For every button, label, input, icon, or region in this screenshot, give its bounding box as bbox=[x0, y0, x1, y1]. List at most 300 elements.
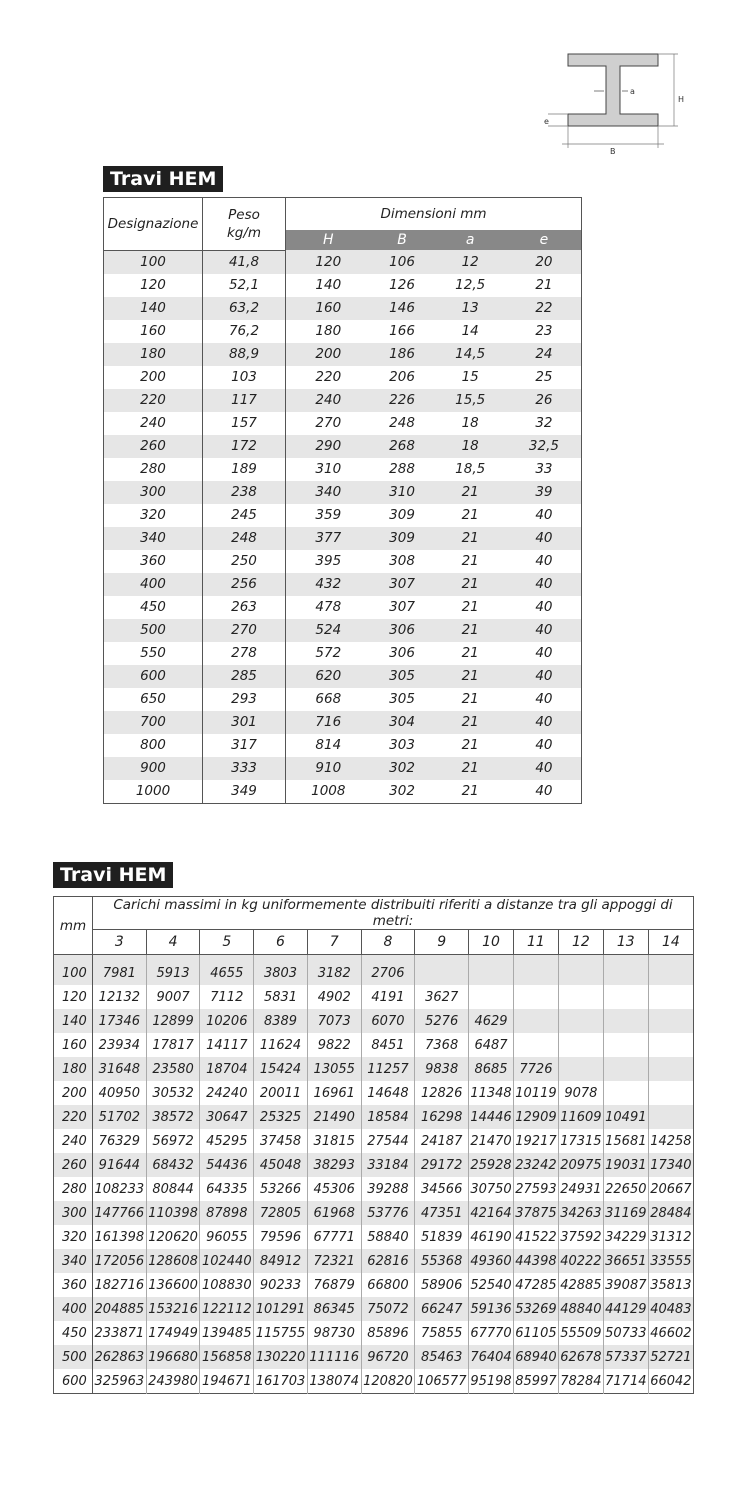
table-cell: 66247 bbox=[415, 1297, 469, 1321]
table-cell: 122112 bbox=[200, 1297, 254, 1321]
table-cell: 139485 bbox=[200, 1321, 254, 1345]
table-cell: 700 bbox=[104, 711, 203, 734]
table-cell: 550 bbox=[140, 645, 166, 661]
table-cell: 243980 bbox=[146, 1369, 200, 1394]
table-cell: 21 bbox=[434, 573, 507, 596]
table-cell: 120820 bbox=[361, 1369, 415, 1394]
table-cell: 290 bbox=[286, 435, 371, 458]
table-row bbox=[104, 711, 582, 734]
table-cell: 304 bbox=[371, 711, 434, 734]
table-cell: 240 bbox=[286, 389, 371, 412]
table-cell: 21 bbox=[461, 507, 479, 523]
table-cell: 301 bbox=[203, 711, 286, 734]
table-cell: 29172 bbox=[415, 1153, 469, 1177]
table-cell: 349 bbox=[203, 780, 286, 804]
table-cell: 40 bbox=[507, 757, 582, 780]
table-cell: 101291 bbox=[254, 1297, 308, 1321]
table-cell: 87898 bbox=[200, 1201, 254, 1225]
span-header: 11 bbox=[513, 930, 558, 955]
table-cell: 478 bbox=[286, 596, 371, 619]
table-cell: 10206 bbox=[200, 1009, 254, 1033]
table-cell: 6487 bbox=[469, 1033, 514, 1057]
table-cell: 400 bbox=[54, 1297, 93, 1321]
diagram-label-a: a bbox=[630, 87, 635, 96]
table-cell: 15681 bbox=[603, 1129, 648, 1153]
table-cell: 2706 bbox=[361, 955, 415, 986]
table-row bbox=[54, 1249, 694, 1273]
table-cell bbox=[513, 1009, 558, 1033]
table-cell: 58906 bbox=[415, 1273, 469, 1297]
table-row bbox=[104, 389, 582, 412]
table-cell: 400 bbox=[104, 573, 203, 596]
table-row bbox=[104, 504, 582, 527]
table-row bbox=[104, 757, 582, 780]
diagram-label-e: e bbox=[544, 117, 549, 126]
table-cell: 106577 bbox=[415, 1369, 469, 1394]
table-cell: 23580 bbox=[146, 1057, 200, 1081]
table-cell: 41522 bbox=[513, 1225, 558, 1249]
table-cell: 25 bbox=[535, 369, 553, 385]
table-cell: 302 bbox=[371, 757, 434, 780]
table-cell: 220 bbox=[104, 389, 203, 412]
table-cell: 196680 bbox=[146, 1345, 200, 1369]
table-cell: 40 bbox=[535, 507, 553, 523]
table-cell: 4629 bbox=[469, 1009, 514, 1033]
table-cell: 25325 bbox=[254, 1105, 308, 1129]
table-cell: 49360 bbox=[469, 1249, 514, 1273]
table-cell: 24240 bbox=[200, 1081, 254, 1105]
table-cell: 91644 bbox=[93, 1153, 147, 1177]
table-cell: 52540 bbox=[469, 1273, 514, 1297]
table-cell: 78284 bbox=[558, 1369, 603, 1394]
table-cell: 32 bbox=[535, 415, 553, 431]
table-cell: 33184 bbox=[361, 1153, 415, 1177]
table-cell: 668 bbox=[286, 688, 371, 711]
table-cell: 75072 bbox=[361, 1297, 415, 1321]
table-row bbox=[54, 1057, 694, 1081]
table-cell: 84912 bbox=[254, 1249, 308, 1273]
table-cell: 12899 bbox=[146, 1009, 200, 1033]
table-cell: 280 bbox=[140, 461, 166, 477]
table-cell: 40 bbox=[507, 665, 582, 688]
section1-title: Travi HEM bbox=[103, 166, 223, 192]
table-cell: 47351 bbox=[415, 1201, 469, 1225]
table-cell: 18 bbox=[434, 435, 507, 458]
table-cell bbox=[648, 1081, 693, 1105]
table-cell: 37458 bbox=[254, 1129, 308, 1153]
table-cell: 40 bbox=[535, 691, 553, 707]
table-cell: 182716 bbox=[93, 1273, 147, 1297]
table-cell bbox=[648, 1105, 693, 1129]
table-cell: 172056 bbox=[93, 1249, 147, 1273]
table-cell: 75855 bbox=[415, 1321, 469, 1345]
table-cell: 140 bbox=[54, 1009, 93, 1033]
table-cell: 360 bbox=[54, 1273, 93, 1297]
table-cell: 24 bbox=[507, 343, 582, 366]
table-cell: 90233 bbox=[254, 1273, 308, 1297]
header-B: B bbox=[371, 230, 434, 250]
table-cell: 189 bbox=[203, 458, 286, 481]
table-cell: 21 bbox=[434, 757, 507, 780]
table-cell: 39087 bbox=[603, 1273, 648, 1297]
table-cell: 56972 bbox=[146, 1129, 200, 1153]
table-cell: 240 bbox=[140, 415, 166, 431]
table-cell: 3182 bbox=[307, 955, 361, 986]
table-cell: 23242 bbox=[513, 1153, 558, 1177]
table-cell: 17340 bbox=[648, 1153, 693, 1177]
table-cell: 72321 bbox=[307, 1249, 361, 1273]
table-cell: 40483 bbox=[648, 1297, 693, 1321]
table-cell: 33 bbox=[535, 461, 553, 477]
table-cell: 53776 bbox=[361, 1201, 415, 1225]
table-cell: 95198 bbox=[469, 1369, 514, 1394]
table-cell: 7073 bbox=[307, 1009, 361, 1033]
table-cell: 450 bbox=[140, 599, 166, 615]
table-cell: 156858 bbox=[200, 1345, 254, 1369]
table-cell: 325963 bbox=[93, 1369, 147, 1394]
table-row bbox=[104, 274, 582, 297]
table-cell: 256 bbox=[203, 573, 286, 596]
table-cell: 340 bbox=[286, 481, 371, 504]
table-cell bbox=[558, 1033, 603, 1057]
table-row bbox=[54, 1201, 694, 1225]
table-cell: 9078 bbox=[558, 1081, 603, 1105]
table-cell: 17315 bbox=[558, 1129, 603, 1153]
table-cell: 160 bbox=[286, 297, 371, 320]
span-header: 9 bbox=[415, 930, 469, 955]
table-cell: 138074 bbox=[307, 1369, 361, 1394]
table-cell: 303 bbox=[389, 737, 415, 753]
table-cell: 30647 bbox=[200, 1105, 254, 1129]
dimensions-table bbox=[103, 197, 582, 804]
table-row bbox=[104, 665, 582, 688]
header-H: H bbox=[286, 230, 371, 250]
header-weight bbox=[203, 198, 286, 251]
table-cell: 54436 bbox=[200, 1153, 254, 1177]
table-cell: 360 bbox=[140, 553, 166, 569]
table-cell bbox=[603, 985, 648, 1009]
table-cell: 12,5 bbox=[455, 277, 486, 293]
table-cell: 161398 bbox=[93, 1225, 147, 1249]
table-cell: 1000 bbox=[135, 783, 171, 799]
table-cell: 650 bbox=[140, 691, 166, 707]
table-cell: 120 bbox=[140, 277, 166, 293]
table-cell: 88,9 bbox=[203, 343, 286, 366]
table-cell: 180 bbox=[286, 320, 371, 343]
table-cell: 17817 bbox=[146, 1033, 200, 1057]
table-cell bbox=[469, 985, 514, 1009]
table-cell: 11624 bbox=[254, 1033, 308, 1057]
header-e: e bbox=[507, 230, 582, 250]
table-cell: 8685 bbox=[469, 1057, 514, 1081]
table-cell: 71714 bbox=[603, 1369, 648, 1394]
table-row bbox=[104, 619, 582, 642]
table-cell: 172 bbox=[203, 435, 286, 458]
table-cell: 22650 bbox=[603, 1177, 648, 1201]
table-cell bbox=[648, 1033, 693, 1057]
table-cell: 140 bbox=[286, 274, 371, 297]
table-cell: 250 bbox=[203, 550, 286, 573]
table-row bbox=[54, 985, 694, 1009]
table-cell: 40 bbox=[507, 711, 582, 734]
table-cell: 333 bbox=[203, 757, 286, 780]
table-cell: 61968 bbox=[307, 1201, 361, 1225]
table-cell: 8389 bbox=[254, 1009, 308, 1033]
table-cell: 900 bbox=[104, 757, 203, 780]
table-cell bbox=[603, 1081, 648, 1105]
table-cell: 39 bbox=[507, 481, 582, 504]
table-cell: 280 bbox=[54, 1177, 93, 1201]
table-row bbox=[104, 458, 582, 481]
table-cell: 910 bbox=[286, 757, 371, 780]
table-cell: 285 bbox=[203, 665, 286, 688]
table-cell: 147766 bbox=[93, 1201, 147, 1225]
table-cell: 120 bbox=[286, 250, 371, 274]
table-row bbox=[54, 1225, 694, 1249]
span-header: 13 bbox=[603, 930, 648, 955]
table-cell: 12909 bbox=[513, 1105, 558, 1129]
table-cell: 44398 bbox=[513, 1249, 558, 1273]
table-cell bbox=[558, 1009, 603, 1033]
table-cell: 245 bbox=[203, 504, 286, 527]
table-cell: 500 bbox=[54, 1345, 93, 1369]
table-cell: 305 bbox=[371, 665, 434, 688]
span-header: 12 bbox=[558, 930, 603, 955]
table-cell: 38572 bbox=[146, 1105, 200, 1129]
table-cell: 21 bbox=[461, 599, 479, 615]
table-cell: 34263 bbox=[558, 1201, 603, 1225]
table-row bbox=[104, 550, 582, 573]
table-cell: 14258 bbox=[648, 1129, 693, 1153]
table-cell: 18 bbox=[461, 415, 479, 431]
table-cell: 62816 bbox=[361, 1249, 415, 1273]
table-cell: 48840 bbox=[558, 1297, 603, 1321]
table-cell: 309 bbox=[371, 527, 434, 550]
table-row bbox=[54, 1345, 694, 1369]
table-row bbox=[54, 1297, 694, 1321]
table-cell: 108830 bbox=[200, 1273, 254, 1297]
table-cell: 39288 bbox=[361, 1177, 415, 1201]
span-header-row bbox=[54, 930, 694, 955]
table-cell: 40 bbox=[535, 599, 553, 615]
table-cell: 85997 bbox=[513, 1369, 558, 1394]
span-header: 3 bbox=[93, 930, 147, 955]
table-cell: 72805 bbox=[254, 1201, 308, 1225]
table-cell: 40 bbox=[507, 573, 582, 596]
table-cell: 76,2 bbox=[203, 320, 286, 343]
table-row bbox=[104, 320, 582, 343]
table-cell: 18584 bbox=[361, 1105, 415, 1129]
table-cell: 18,5 bbox=[455, 461, 486, 477]
table-cell: 42164 bbox=[469, 1201, 514, 1225]
table-cell: 317 bbox=[203, 734, 286, 757]
table-cell: 45295 bbox=[200, 1129, 254, 1153]
table-cell: 194671 bbox=[200, 1369, 254, 1394]
table-cell: 4902 bbox=[307, 985, 361, 1009]
table-row bbox=[54, 1177, 694, 1201]
table-cell: 30750 bbox=[469, 1177, 514, 1201]
table-cell: 377 bbox=[286, 527, 371, 550]
table-cell: 33555 bbox=[648, 1249, 693, 1273]
table-cell: 395 bbox=[286, 550, 371, 573]
table-cell: 66800 bbox=[361, 1273, 415, 1297]
header-weight-line2: kg/m bbox=[226, 224, 262, 241]
table-cell: 21 bbox=[434, 711, 507, 734]
table-row bbox=[104, 366, 582, 389]
table-cell: 21 bbox=[434, 619, 507, 642]
table-cell: 55509 bbox=[558, 1321, 603, 1345]
span-header: 6 bbox=[254, 930, 308, 955]
dimensions-table-body bbox=[104, 250, 582, 803]
table-cell: 200 bbox=[286, 343, 371, 366]
table-cell: 85463 bbox=[415, 1345, 469, 1369]
table-cell: 31169 bbox=[603, 1201, 648, 1225]
table-cell: 62678 bbox=[558, 1345, 603, 1369]
table-cell: 814 bbox=[286, 734, 371, 757]
table-cell: 40222 bbox=[558, 1249, 603, 1273]
table-cell: 21 bbox=[461, 645, 479, 661]
table-cell: 98730 bbox=[307, 1321, 361, 1345]
table-cell: 42885 bbox=[558, 1273, 603, 1297]
table-cell: 36651 bbox=[603, 1249, 648, 1273]
table-cell: 52721 bbox=[648, 1345, 693, 1369]
table-cell: 306 bbox=[371, 619, 434, 642]
table-cell: 302 bbox=[389, 783, 415, 799]
table-cell: 270 bbox=[286, 412, 371, 435]
table-cell: 67770 bbox=[469, 1321, 514, 1345]
table-cell: 23 bbox=[535, 323, 553, 339]
table-cell: 200 bbox=[140, 369, 166, 385]
table-cell: 21 bbox=[434, 665, 507, 688]
table-cell: 96720 bbox=[361, 1345, 415, 1369]
table-cell: 10119 bbox=[513, 1081, 558, 1105]
table-cell: 120620 bbox=[146, 1225, 200, 1249]
table-cell: 524 bbox=[286, 619, 371, 642]
table-cell: 5913 bbox=[146, 955, 200, 986]
table-cell: 45306 bbox=[307, 1177, 361, 1201]
table-cell: 58840 bbox=[361, 1225, 415, 1249]
table-cell: 34229 bbox=[603, 1225, 648, 1249]
table-cell: 12132 bbox=[93, 985, 147, 1009]
table-cell: 180 bbox=[104, 343, 203, 366]
table-row bbox=[54, 1009, 694, 1033]
table-cell: 21 bbox=[461, 737, 479, 753]
span-header: 14 bbox=[648, 930, 693, 955]
table-cell: 11257 bbox=[361, 1057, 415, 1081]
table-cell: 288 bbox=[389, 461, 415, 477]
table-cell bbox=[648, 955, 693, 986]
table-cell: 136600 bbox=[146, 1273, 200, 1297]
table-cell: 7726 bbox=[513, 1057, 558, 1081]
table-cell: 13055 bbox=[307, 1057, 361, 1081]
table-cell bbox=[603, 1033, 648, 1057]
table-cell: 40950 bbox=[93, 1081, 147, 1105]
table-cell: 308 bbox=[389, 553, 415, 569]
table-row bbox=[54, 1105, 694, 1129]
table-cell: 20 bbox=[507, 250, 582, 274]
table-cell: 79596 bbox=[254, 1225, 308, 1249]
table-cell: 45048 bbox=[254, 1153, 308, 1177]
table-row bbox=[54, 1033, 694, 1057]
span-header: 10 bbox=[469, 930, 514, 955]
table-cell: 130220 bbox=[254, 1345, 308, 1369]
table-row bbox=[104, 642, 582, 665]
table-cell: 238 bbox=[203, 481, 286, 504]
span-header: 8 bbox=[361, 930, 415, 955]
table-cell: 9822 bbox=[307, 1033, 361, 1057]
table-cell: 320 bbox=[140, 507, 166, 523]
table-row bbox=[54, 1321, 694, 1345]
table-cell bbox=[603, 955, 648, 986]
table-cell bbox=[513, 955, 558, 986]
table-cell: 31312 bbox=[648, 1225, 693, 1249]
header-weight-line1: Peso bbox=[228, 206, 260, 223]
table-cell bbox=[648, 1009, 693, 1033]
table-cell: 31815 bbox=[307, 1129, 361, 1153]
table-cell: 310 bbox=[286, 458, 371, 481]
table-cell: 47285 bbox=[513, 1273, 558, 1297]
table-cell bbox=[415, 955, 469, 986]
table-cell: 52,1 bbox=[203, 274, 286, 297]
table-cell: 14,5 bbox=[434, 343, 507, 366]
table-cell: 30532 bbox=[146, 1081, 200, 1105]
table-cell: 9838 bbox=[415, 1057, 469, 1081]
table-cell: 146 bbox=[371, 297, 434, 320]
table-cell: 180 bbox=[54, 1057, 93, 1081]
table-cell: 53266 bbox=[254, 1177, 308, 1201]
table-cell: 53269 bbox=[513, 1297, 558, 1321]
table-cell: 23934 bbox=[93, 1033, 147, 1057]
table-cell: 9007 bbox=[146, 985, 200, 1009]
table-cell: 14 bbox=[461, 323, 479, 339]
span-header: 4 bbox=[146, 930, 200, 955]
table-cell: 126 bbox=[389, 277, 415, 293]
table-cell: 300 bbox=[54, 1201, 93, 1225]
loads-caption: Carichi massimi in kg uniformemente distribuiti riferiti a distanze tra gli appoggi di metri: bbox=[93, 897, 694, 930]
table-cell: 20975 bbox=[558, 1153, 603, 1177]
table-cell: 174949 bbox=[146, 1321, 200, 1345]
table-cell: 500 bbox=[104, 619, 203, 642]
table-cell: 24187 bbox=[415, 1129, 469, 1153]
table-row bbox=[104, 573, 582, 596]
table-cell: 31648 bbox=[93, 1057, 147, 1081]
table-cell bbox=[603, 1009, 648, 1033]
table-cell: 4655 bbox=[200, 955, 254, 986]
table-cell: 18704 bbox=[200, 1057, 254, 1081]
table-cell: 55368 bbox=[415, 1249, 469, 1273]
table-cell: 262863 bbox=[93, 1345, 147, 1369]
table-cell: 14446 bbox=[469, 1105, 514, 1129]
table-cell: 226 bbox=[371, 389, 434, 412]
table-cell: 3803 bbox=[254, 955, 308, 986]
table-cell: 220 bbox=[54, 1105, 93, 1129]
table-cell: 44129 bbox=[603, 1297, 648, 1321]
table-cell: 64335 bbox=[200, 1177, 254, 1201]
table-cell: 572 bbox=[286, 642, 371, 665]
table-cell: 21490 bbox=[307, 1105, 361, 1129]
table-cell: 21 bbox=[461, 691, 479, 707]
table-cell: 157 bbox=[203, 412, 286, 435]
table-cell: 26 bbox=[507, 389, 582, 412]
beam-section-diagram bbox=[538, 44, 688, 156]
table-cell: 450 bbox=[54, 1321, 93, 1345]
table-cell: 21470 bbox=[469, 1129, 514, 1153]
table-cell: 117 bbox=[203, 389, 286, 412]
table-cell: 32,5 bbox=[507, 435, 582, 458]
table-cell bbox=[648, 1057, 693, 1081]
table-cell: 15424 bbox=[254, 1057, 308, 1081]
table-cell: 340 bbox=[54, 1249, 93, 1273]
